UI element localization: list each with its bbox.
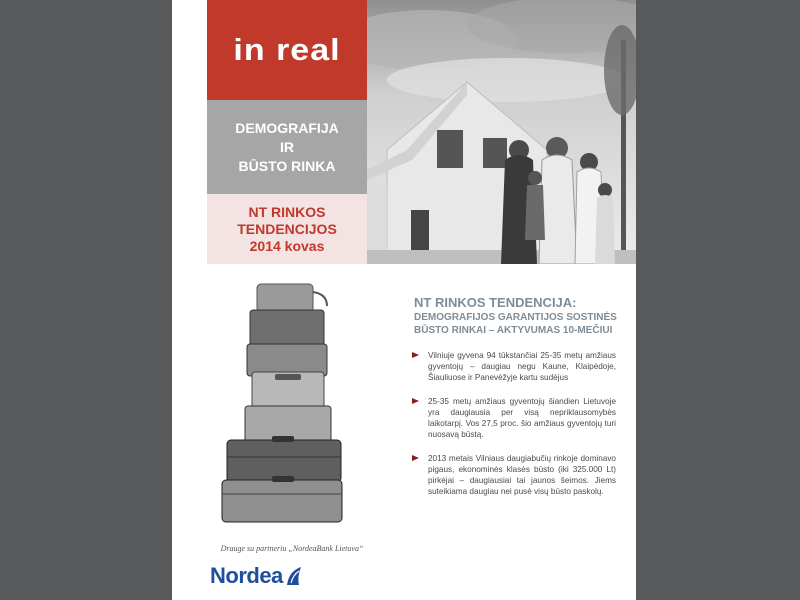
topic-line: IR <box>280 138 294 155</box>
family-house-illustration <box>367 0 636 264</box>
inreal-logo <box>207 0 367 100</box>
article-subtitle-line: BŪSTO RINKAI – AKTYVUMAS 10-MEČIUI <box>414 325 613 336</box>
bullet-text: 2013 metais Vilniaus daugiabučių rinkoje dominavo pigaus, ekonominės klasės būsto (iki 325.000 Lt) pirkėjai – daugiausiai tai jaunos šeimos. Jiems suteikiama daugiau nei pusė visų būsto paskolų. <box>428 454 616 496</box>
topic-box <box>207 100 367 194</box>
key-facts-list <box>408 350 616 510</box>
logo-text: in real <box>233 32 341 67</box>
bullet-arrow-icon <box>412 352 419 358</box>
series-line: NT RINKOS <box>248 203 326 220</box>
series-box <box>207 194 367 264</box>
series-line: TENDENCIJOS <box>237 220 337 237</box>
article-subtitle-line: DEMOGRAFIJOS GARANTIJOS SOSTINĖS <box>414 312 617 323</box>
list-item <box>408 453 616 497</box>
nordea-logo <box>210 560 303 592</box>
suitcases-illustration <box>217 282 347 524</box>
list-item <box>408 396 616 440</box>
series-line: 2014 kovas <box>249 237 325 254</box>
suitcase-stack-icon <box>217 282 347 524</box>
topic-line: DEMOGRAFIJA <box>235 119 339 136</box>
article-title: NT RINKOS TENDENCIJA: <box>414 295 577 310</box>
bullet-arrow-icon <box>412 455 419 461</box>
list-item <box>408 350 616 383</box>
bullet-text: 25-35 metų amžiaus gyventojų šiandien Lietuvoje yra daugiausia per visą nepriklausomybės laikotarpį. Vos 27,5 proc. šio amžiaus gyventojų turi nuosavą būstą. <box>428 397 616 439</box>
partner-caption: Drauge su partneriu „NordeaBank Lietuva“ <box>220 544 364 553</box>
topic-line: BŪSTO RINKA <box>238 157 336 174</box>
article-heading <box>414 295 624 337</box>
nordea-logo-text: Nordea <box>210 563 283 588</box>
bullet-text: Vilniuje gyvena 94 tūkstančiai 25-35 metų amžiaus gyventojų – daugiau negu Kaune, Klaipėdoje, Šiauliuose ir Panevėžyje kartu sudėjus <box>428 351 616 382</box>
cover-photo <box>367 0 636 264</box>
document-page <box>172 0 636 600</box>
bullet-arrow-icon <box>412 398 419 404</box>
nordea-sail-icon <box>285 565 303 587</box>
